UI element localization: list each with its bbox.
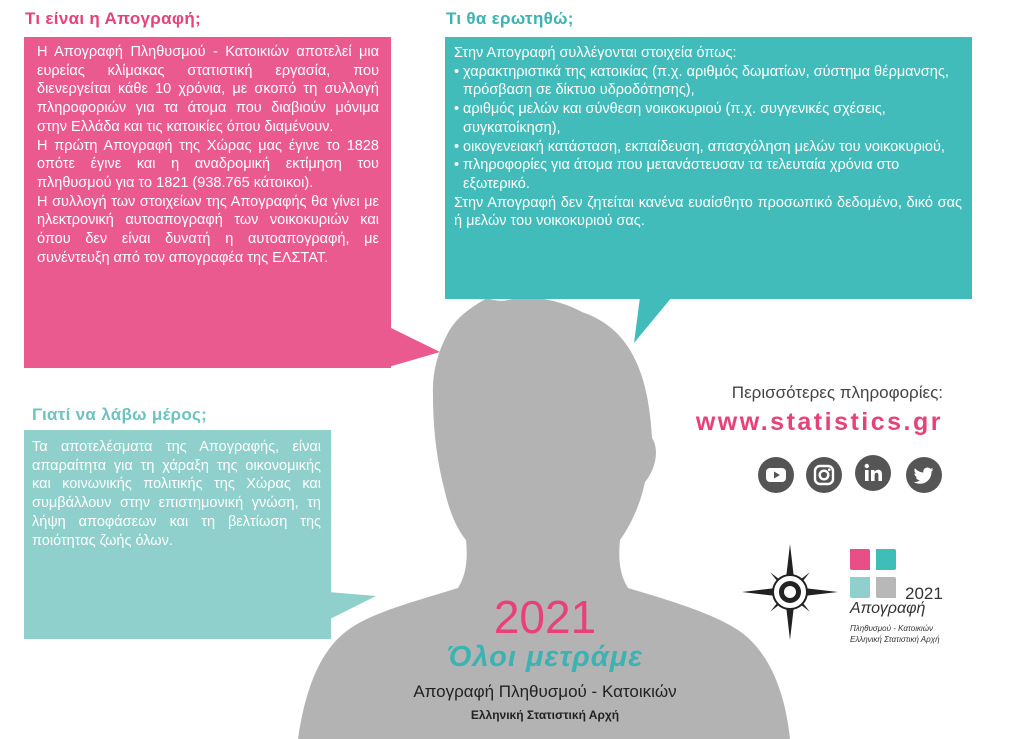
bullet-icon: • [454,138,460,155]
campaign-subtitle: Απογραφή Πληθυσμού - Κατοικιών [413,682,677,701]
more-info-label: Περισσότερες πληροφορίες: [731,383,943,402]
ask-list-item: • χαρακτηριστικά της κατοικίας (π.χ. αριθμός δωματίων, σύστημα θέρμανσης, πρόσβαση σε δίκτυο υδροδότησης), [454,63,949,99]
bullet-icon: • [454,101,460,118]
ask-list-item: • οικογενειακή κατάσταση, εκπαίδευση, απασχόληση μελών του νοικοκυριού, [454,138,945,155]
campaign-organization: Ελληνική Στατιστική Αρχή [470,708,620,722]
ask-outro: Στην Απογραφή δεν ζητείται κανένα ευαίσθητο προσωπικό δεδομένο, δικό σας ή μελών του νοικοκυριού σας. [454,194,962,230]
elstat-logo-icon [740,542,840,642]
why-text: Τα αποτελέσματα της Απογραφής, είναι απαραίτητα για τη χάραξη της οικονομικής και κοινωνικής πολιτικής της Χώρας και συμβάλλουν στην επιστημονική γνώση, τη λήψη αποφάσεων και τη βελτίωση της ποιότητας ζωής όλων. [32,439,321,549]
ask-intro: Στην Απογραφή συλλέγονται στοιχεία όπως: [454,45,737,61]
ask-box [445,37,972,299]
why-box [24,430,331,639]
ask-list-item: • πληροφορίες για άτομα που μετανάστευσαν τα τελευταία χρόνια στο εξωτερικό. [454,157,900,192]
census-logo-org: Ελληνική Στατιστική Αρχή [850,635,940,644]
bullet-icon: • [454,63,460,80]
census-logo-icon [848,546,900,600]
what-paragraph: Η συλλογή των στοιχείων της Απογραφής θα γίνει με ηλεκτρονική αυτοαπογραφή των νοικοκυριών και όπου δεν είναι δυνατή η αυτοαπογραφή, με συνέντευξη από τον απογραφέα της ΕΛΣΤΑΤ. [37,193,379,266]
campaign-motto: Όλοι μετράμε [446,641,644,673]
what-paragraph: Η Απογραφή Πληθυσμού - Κατοικιών αποτελεί μια ευρείας κλίμακας στατιστική εργασία, που διενεργείται κάθε 10 χρόνια, με σκοπό τη συλλογή πληροφοριών για τα άτομα που διαβιούν μόνιμα στην Ελλάδα και τις κατοικίες όπου διαμένουν. [37,44,379,135]
ask-heading: Τι θα ερωτηθώ; [446,9,574,28]
census-logo-subtitle: Πληθυσμού - Κατοικιών [850,624,933,633]
website-link[interactable]: www.statistics.gr [695,408,943,436]
what-box [24,37,391,368]
why-heading: Γιατί να λάβω μέρος; [32,405,208,424]
twitter-icon[interactable] [906,457,942,493]
instagram-icon[interactable] [806,457,842,493]
youtube-icon[interactable] [758,457,794,493]
linkedin-icon[interactable] [855,455,891,491]
census-logo-word: Απογραφή [850,600,926,617]
pink-bubble-tail [385,325,440,368]
teal-bubble-tail [634,297,672,343]
campaign-year: 2021 [493,591,597,643]
bullet-icon: • [454,157,460,174]
ask-list-item: • αριθμός μελών και σύνθεση νοικοκυριού (π.χ. συγγενικές σχέσεις, συγκατοίκηση), [454,101,886,136]
what-paragraph: Η πρώτη Απογραφή της Χώρας μας έγινε το 1828 οπότε έγινε και η αναδρομική εκτίμηση του πληθυσμού για το 1821 (938.765 κάτοικοι). [37,137,379,191]
census-logo-year: 2021 [905,584,943,603]
mint-bubble-tail [328,592,376,620]
what-heading: Τι είναι η Απογραφή; [25,9,201,28]
